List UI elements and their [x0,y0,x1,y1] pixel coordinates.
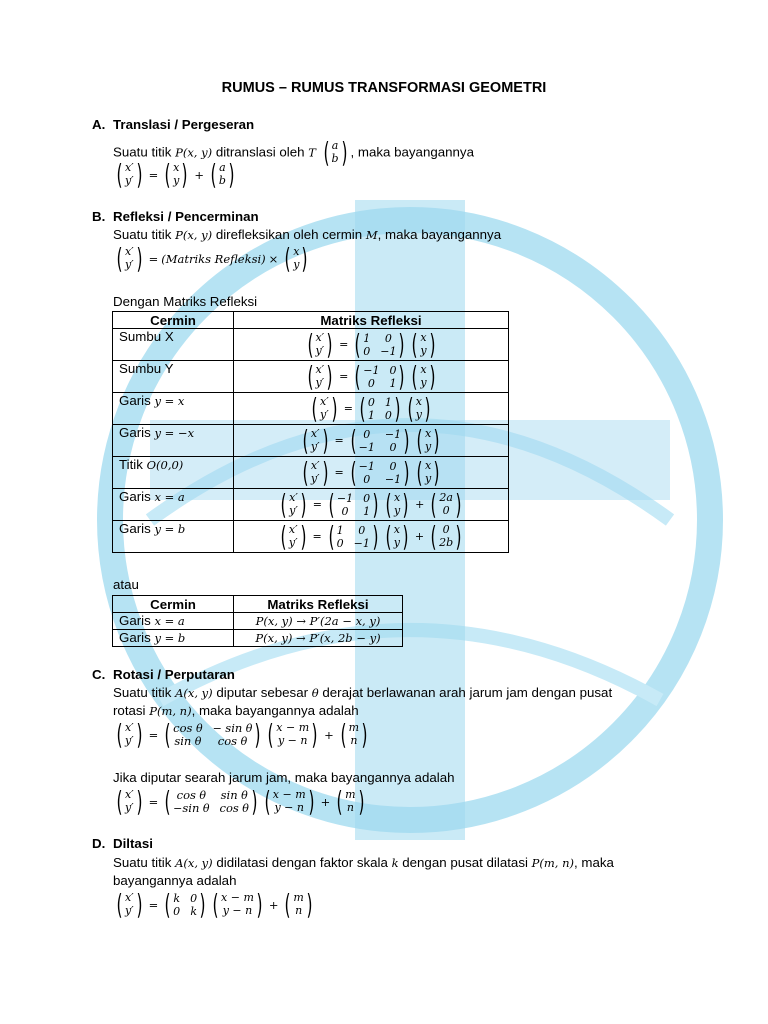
table-row [113,329,509,361]
or-text: atau [113,577,139,592]
reflection-table [112,311,509,553]
section-d-text: Suatu titik A(x, y) didilatasi dengan faktor skala k dengan pusat dilatasi P(m, n), maka [113,855,614,870]
table-row [113,457,509,489]
formula-reflection: ( x′ y′ ) = (Matriks Refleksi) × ( x y ) [116,242,308,275]
formula-rotation-ccw: ( x′ y′ ) = ( cos θ sin θ − sin θ cos θ ) ( x − m y − n ) + ( m n ) [116,718,368,751]
reflection-table-2 [112,595,403,647]
table2-row [113,630,403,647]
matrix-cell: ( x′ y′ ) = ( −1 0 0 1 ) ( x y ) + ( 2a 0 ) [234,489,509,521]
section-c-text-3: Jika diputar searah jarum jam, maka bayangannya adalah [113,770,455,785]
section-d-text-2: bayangannya adalah [113,873,237,888]
cermin-cell: Titik O(0,0) [113,457,234,489]
formula-translation: ( x′ y′ ) = ( x y ) + ( a b ) [116,158,235,191]
table-row [113,361,509,393]
reflection-table-intro: Dengan Matriks Refleksi [113,294,258,309]
section-c-heading: C. Rotasi / Perputaran [92,667,235,682]
matrix-cell: ( x′ y′ ) = ( 1 0 0 −1 ) ( x y ) [234,329,509,361]
cermin-cell: Garis x = a [113,613,234,630]
table-header-matriks: Matriks Refleksi [234,312,509,329]
page-title: RUMUS – RUMUS TRANSFORMASI GEOMETRI [221,80,547,96]
table2-header-matriks: Matriks Refleksi [234,596,403,613]
cermin-cell: Garis x = a [113,489,234,521]
matrix-cell: ( x′ y′ ) = ( 0 −1 −1 0 ) ( x y ) [234,425,509,457]
section-c-text-2: rotasi P(m, n), maka bayangannya adalah [113,703,359,718]
table-row [113,425,509,457]
table2-header-cermin: Cermin [113,596,234,613]
section-c-text: Suatu titik A(x, y) diputar sebesar θ derajat berlawanan arah jarum jam dengan pusat [113,685,613,700]
cermin-cell: Garis y = b [113,630,234,647]
section-b-text: Suatu titik P(x, y) direfleksikan oleh cermin M, maka bayangannya [113,227,502,242]
cermin-cell: Garis y = b [113,521,234,553]
cermin-cell: Sumbu X [113,329,234,361]
cermin-cell: Garis y = x [113,393,234,425]
table-row [113,521,509,553]
formula-dilation: ( x′ y′ ) = ( k 0 0 k ) ( x − m y − n ) + ( m n ) [116,888,313,921]
cermin-cell: Sumbu Y [113,361,234,393]
formula-rotation-cw: ( x′ y′ ) = ( cos θ −sin θ sin θ cos θ ) ( x − m y − n ) + ( m n ) [116,785,365,818]
matrix-cell: ( x′ y′ ) = ( 1 0 0 −1 ) ( x y ) + ( 0 2b ) [234,521,509,553]
cermin-cell: Garis y = −x [113,425,234,457]
section-d-heading: D. Diltasi [92,836,153,851]
table2-row [113,613,403,630]
table-row [113,393,509,425]
mapping-cell: P(x, y) → P′(2a − x, y) [234,613,403,630]
matrix-cell: ( x′ y′ ) = ( −1 0 0 −1 ) ( x y ) [234,457,509,489]
section-a-text: Suatu titik P(x, y) ditranslasi oleh T ( a b ) , maka bayangannya [113,136,474,169]
matrix-cell: ( x′ y′ ) = ( 0 1 1 0 ) ( x y ) [234,393,509,425]
table-header-cermin: Cermin [113,312,234,329]
section-a-heading: A. Translasi / Pergeseran [92,117,255,132]
section-b-heading: B. Refleksi / Pencerminan [92,209,259,224]
mapping-cell: P(x, y) → P′(x, 2b − y) [234,630,403,647]
table-row [113,489,509,521]
matrix-cell: ( x′ y′ ) = ( −1 0 0 1 ) ( x y ) [234,361,509,393]
